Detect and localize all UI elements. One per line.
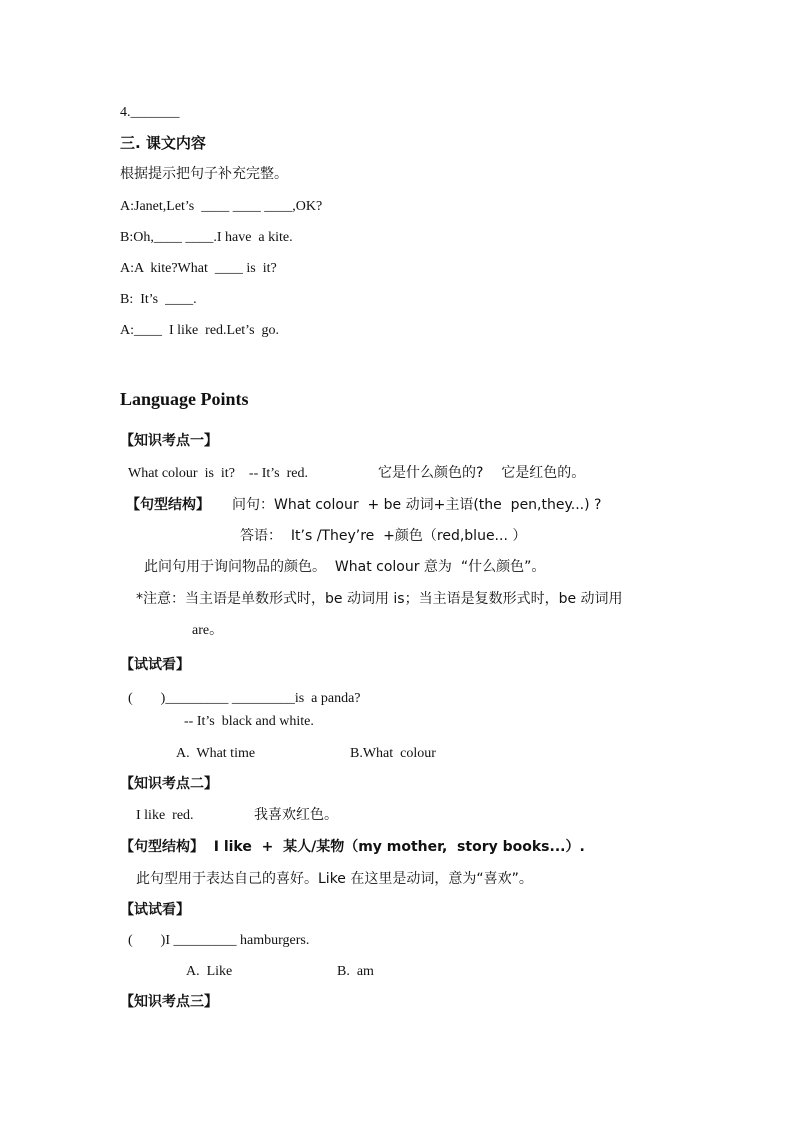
sentence-structure-line-2: 【句型结构】 I like + 某人/某物（my mother, story books...）. [120, 839, 585, 855]
exercise-1-option-b: B.What colour [350, 746, 436, 761]
example-sentence-2: I like red. [136, 808, 194, 823]
example-translation-2: 我喜欢红色。 [254, 807, 338, 823]
dialogue-line-1: A:Janet,Let’s ____ ____ ____,OK? [120, 199, 323, 214]
exercise-1-answer-hint: -- It’s black and white. [184, 714, 314, 729]
dialogue-line-4: B: It’s ____. [120, 292, 197, 307]
exercise-2-option-b: B. am [337, 964, 374, 979]
example-translation-1: 它是什么颜色的? 它是红色的。 [378, 465, 586, 481]
usage-note-1: 此问句用于询问物品的颜色。 What colour 意为 “什么颜色”。 [144, 559, 546, 575]
dialogue-line-5: A:____ I like red.Let’s go. [120, 323, 280, 338]
grammar-note: *注意：当主语是单数形式时，be 动词用 is；当主语是复数形式时，be 动词用 [136, 591, 623, 607]
language-points-heading: Language Points [120, 389, 249, 409]
knowledge-point-1-heading: 【知识考点一】 [120, 433, 218, 449]
try-it-heading-1: 【试试看】 [120, 657, 190, 673]
sentence-structure-label-1: 【句型结构】 [126, 497, 210, 513]
grammar-note-continued: are。 [192, 623, 224, 638]
dialogue-line-3: A:A kite?What ____ is it? [120, 261, 277, 276]
answer-structure: 答语： It’s /They’re +颜色（red,blue... ） [240, 528, 527, 544]
dialogue-line-2: B:Oh,____ ____.I have a kite. [120, 230, 293, 245]
question-structure: 问句：What colour + be 动词+主语(the pen,they...) ? [232, 497, 602, 513]
exercise-2-option-a: A. Like [186, 964, 233, 979]
try-it-heading-2: 【试试看】 [120, 902, 190, 918]
exercise-2-question: ( )I _________ hamburgers. [128, 933, 310, 948]
knowledge-point-3-heading: 【知识考点三】 [120, 994, 218, 1010]
knowledge-point-2-heading: 【知识考点二】 [120, 776, 218, 792]
answer-line-4: 4._______ [120, 105, 180, 120]
section-heading-text-content: 三. 课文内容 [120, 134, 206, 152]
usage-note-2: 此句型用于表达自己的喜好。Like 在这里是动词，意为“喜欢”。 [136, 871, 533, 887]
example-sentence-1: What colour is it? -- It’s red. [128, 466, 309, 481]
exercise-1-option-a: A. What time [176, 746, 256, 761]
instruction-text: 根据提示把句子补充完整。 [120, 166, 288, 182]
exercise-1-question: ( )_________ _________is a panda? [128, 691, 361, 706]
